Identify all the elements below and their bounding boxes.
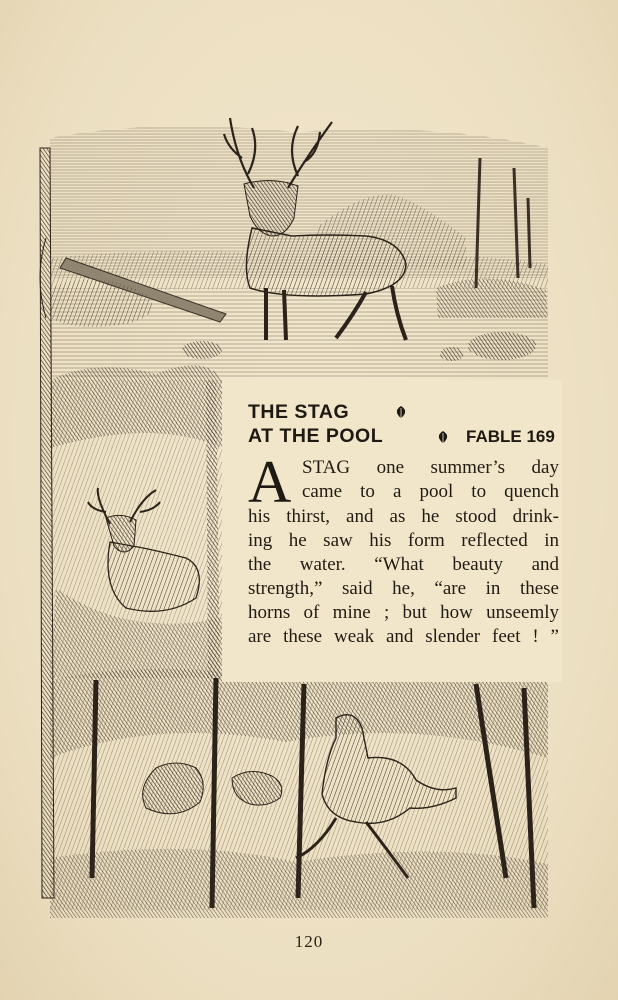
page-number: 120 xyxy=(294,932,324,951)
drop-cap: A xyxy=(248,449,292,515)
leaf-ornament-icon xyxy=(394,405,408,419)
body-line: horns of mine ; but how unseemly xyxy=(248,602,559,623)
fable-number: FABLE 169 xyxy=(466,427,555,446)
body-line: came to a pool to quench xyxy=(302,481,559,502)
fable-title-line-2: AT THE POOL xyxy=(248,425,384,447)
body-line: ing he saw his form reflected in xyxy=(248,530,559,551)
body-line: strength,” said he, “are in these xyxy=(248,578,559,599)
fable-title-line-1: THE STAG xyxy=(248,401,350,423)
body-line: the water. “What beauty and xyxy=(248,554,559,575)
body-line: his thirst, and as he stood drink- xyxy=(248,506,559,527)
leaf-ornament-icon xyxy=(436,430,450,444)
body-line: STAG one summer’s day xyxy=(302,457,559,478)
body-line: are these weak and slender feet ! ” xyxy=(248,626,559,647)
